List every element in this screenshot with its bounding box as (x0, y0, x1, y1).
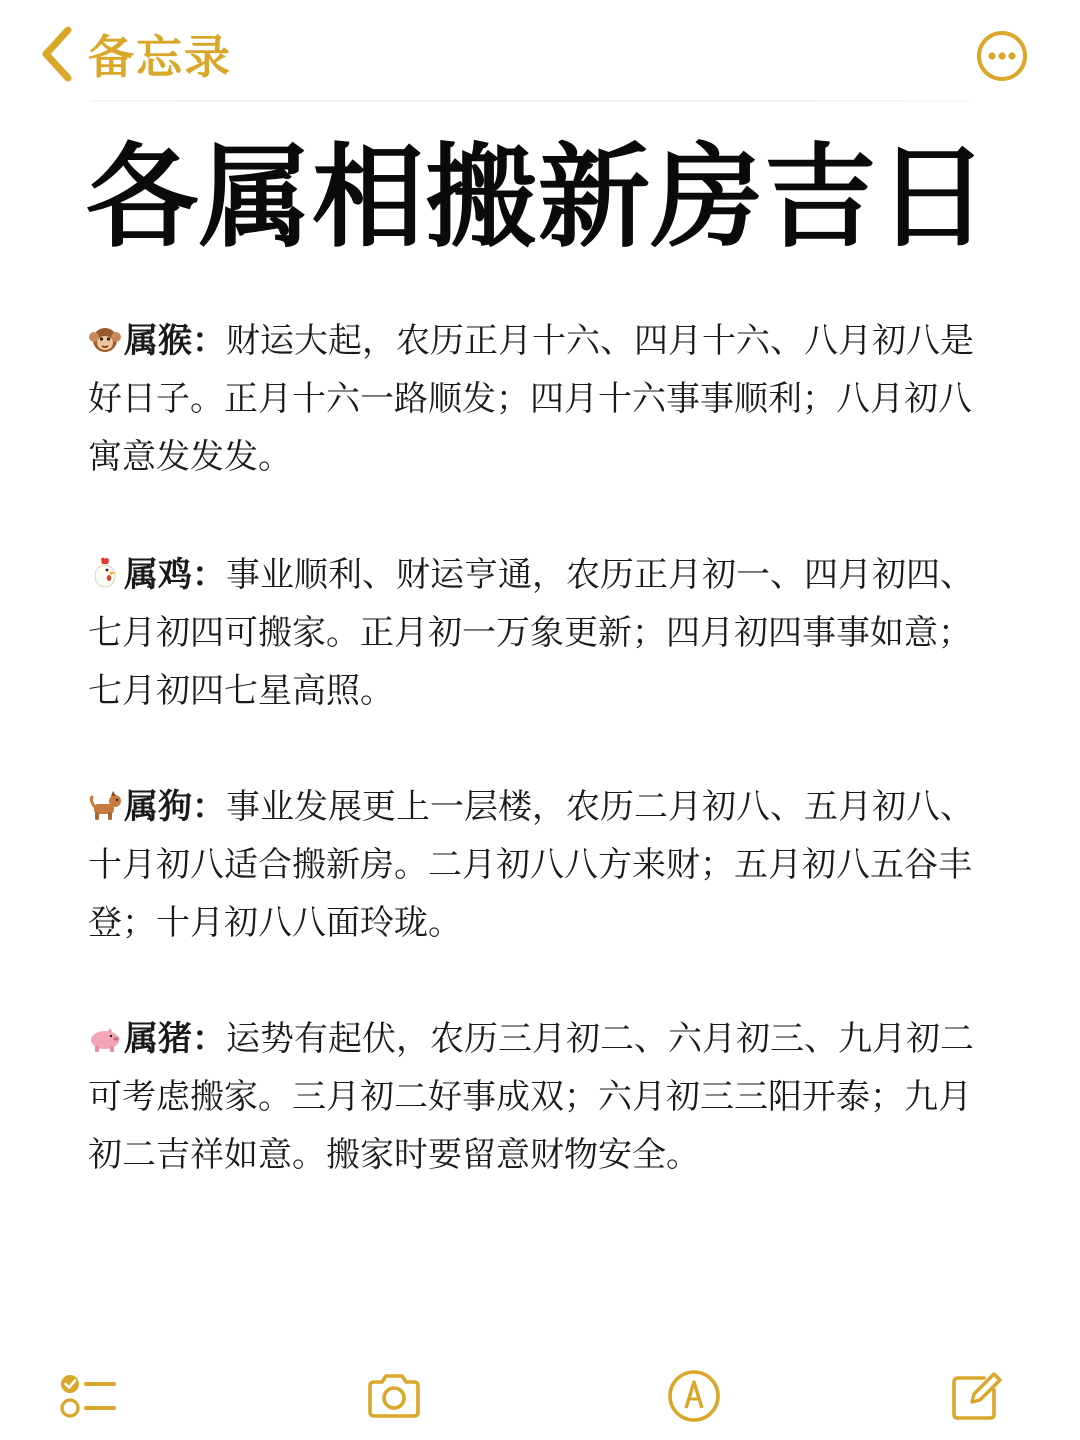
camera-icon (362, 1364, 426, 1428)
chevron-left-icon (38, 24, 74, 84)
more-options-button[interactable] (976, 30, 1028, 82)
section-label (88, 321, 226, 361)
section-rooster (88, 546, 993, 720)
navigation-bar (0, 0, 1080, 110)
markup-button[interactable] (662, 1364, 726, 1428)
label-text: 属鸡： (124, 555, 226, 595)
checklist-icon (58, 1364, 122, 1428)
camera-button[interactable] (362, 1364, 426, 1428)
divider (90, 100, 970, 102)
monkey-icon (88, 322, 122, 356)
checklist-button[interactable] (58, 1364, 122, 1428)
section-text: 财运大起，农历正月十六、四月十六、八月初八是好日子。正月十六一路顺发；四月十六事事顺利；八月初八寓意发发发。 (88, 321, 974, 477)
section-pig (88, 1010, 993, 1184)
label-text: 属狗： (124, 787, 226, 827)
label-text: 属猪： (124, 1019, 226, 1059)
markup-pen-icon (662, 1364, 726, 1428)
rooster-icon (88, 556, 122, 590)
section-label (88, 787, 226, 827)
bottom-toolbar (0, 1350, 1080, 1440)
compose-icon (944, 1364, 1008, 1428)
section-label (88, 555, 226, 595)
section-text: 事业发展更上一层楼，农历二月初八、五月初八、十月初八适合搬新房。二月初八八方来财；五月初八五谷丰登；十月初八八面玲珑。 (88, 787, 974, 943)
compose-button[interactable] (944, 1364, 1008, 1428)
label-text: 属猴： (124, 321, 226, 361)
section-label (88, 1019, 226, 1059)
section-monkey (88, 312, 993, 486)
back-button[interactable] (38, 22, 232, 86)
back-label: 备忘录 (88, 30, 232, 84)
section-text: 事业顺利、财运亨通，农历正月初一、四月初四、七月初四可搬家。正月初一万象更新；四月初四事事如意；七月初四七星高照。 (88, 555, 974, 711)
section-text: 运势有起伏，农历三月初二、六月初三、九月初二可考虑搬家。三月初二好事成双；六月初三三阳开泰；九月初二吉祥如意。搬家时要留意财物安全。 (88, 1019, 974, 1175)
ellipsis-circle-icon (976, 67, 1028, 86)
dog-icon (88, 788, 122, 822)
pig-icon (88, 1020, 122, 1054)
note-title: 各属相搬新房吉日 (86, 132, 990, 263)
section-dog (88, 778, 993, 952)
